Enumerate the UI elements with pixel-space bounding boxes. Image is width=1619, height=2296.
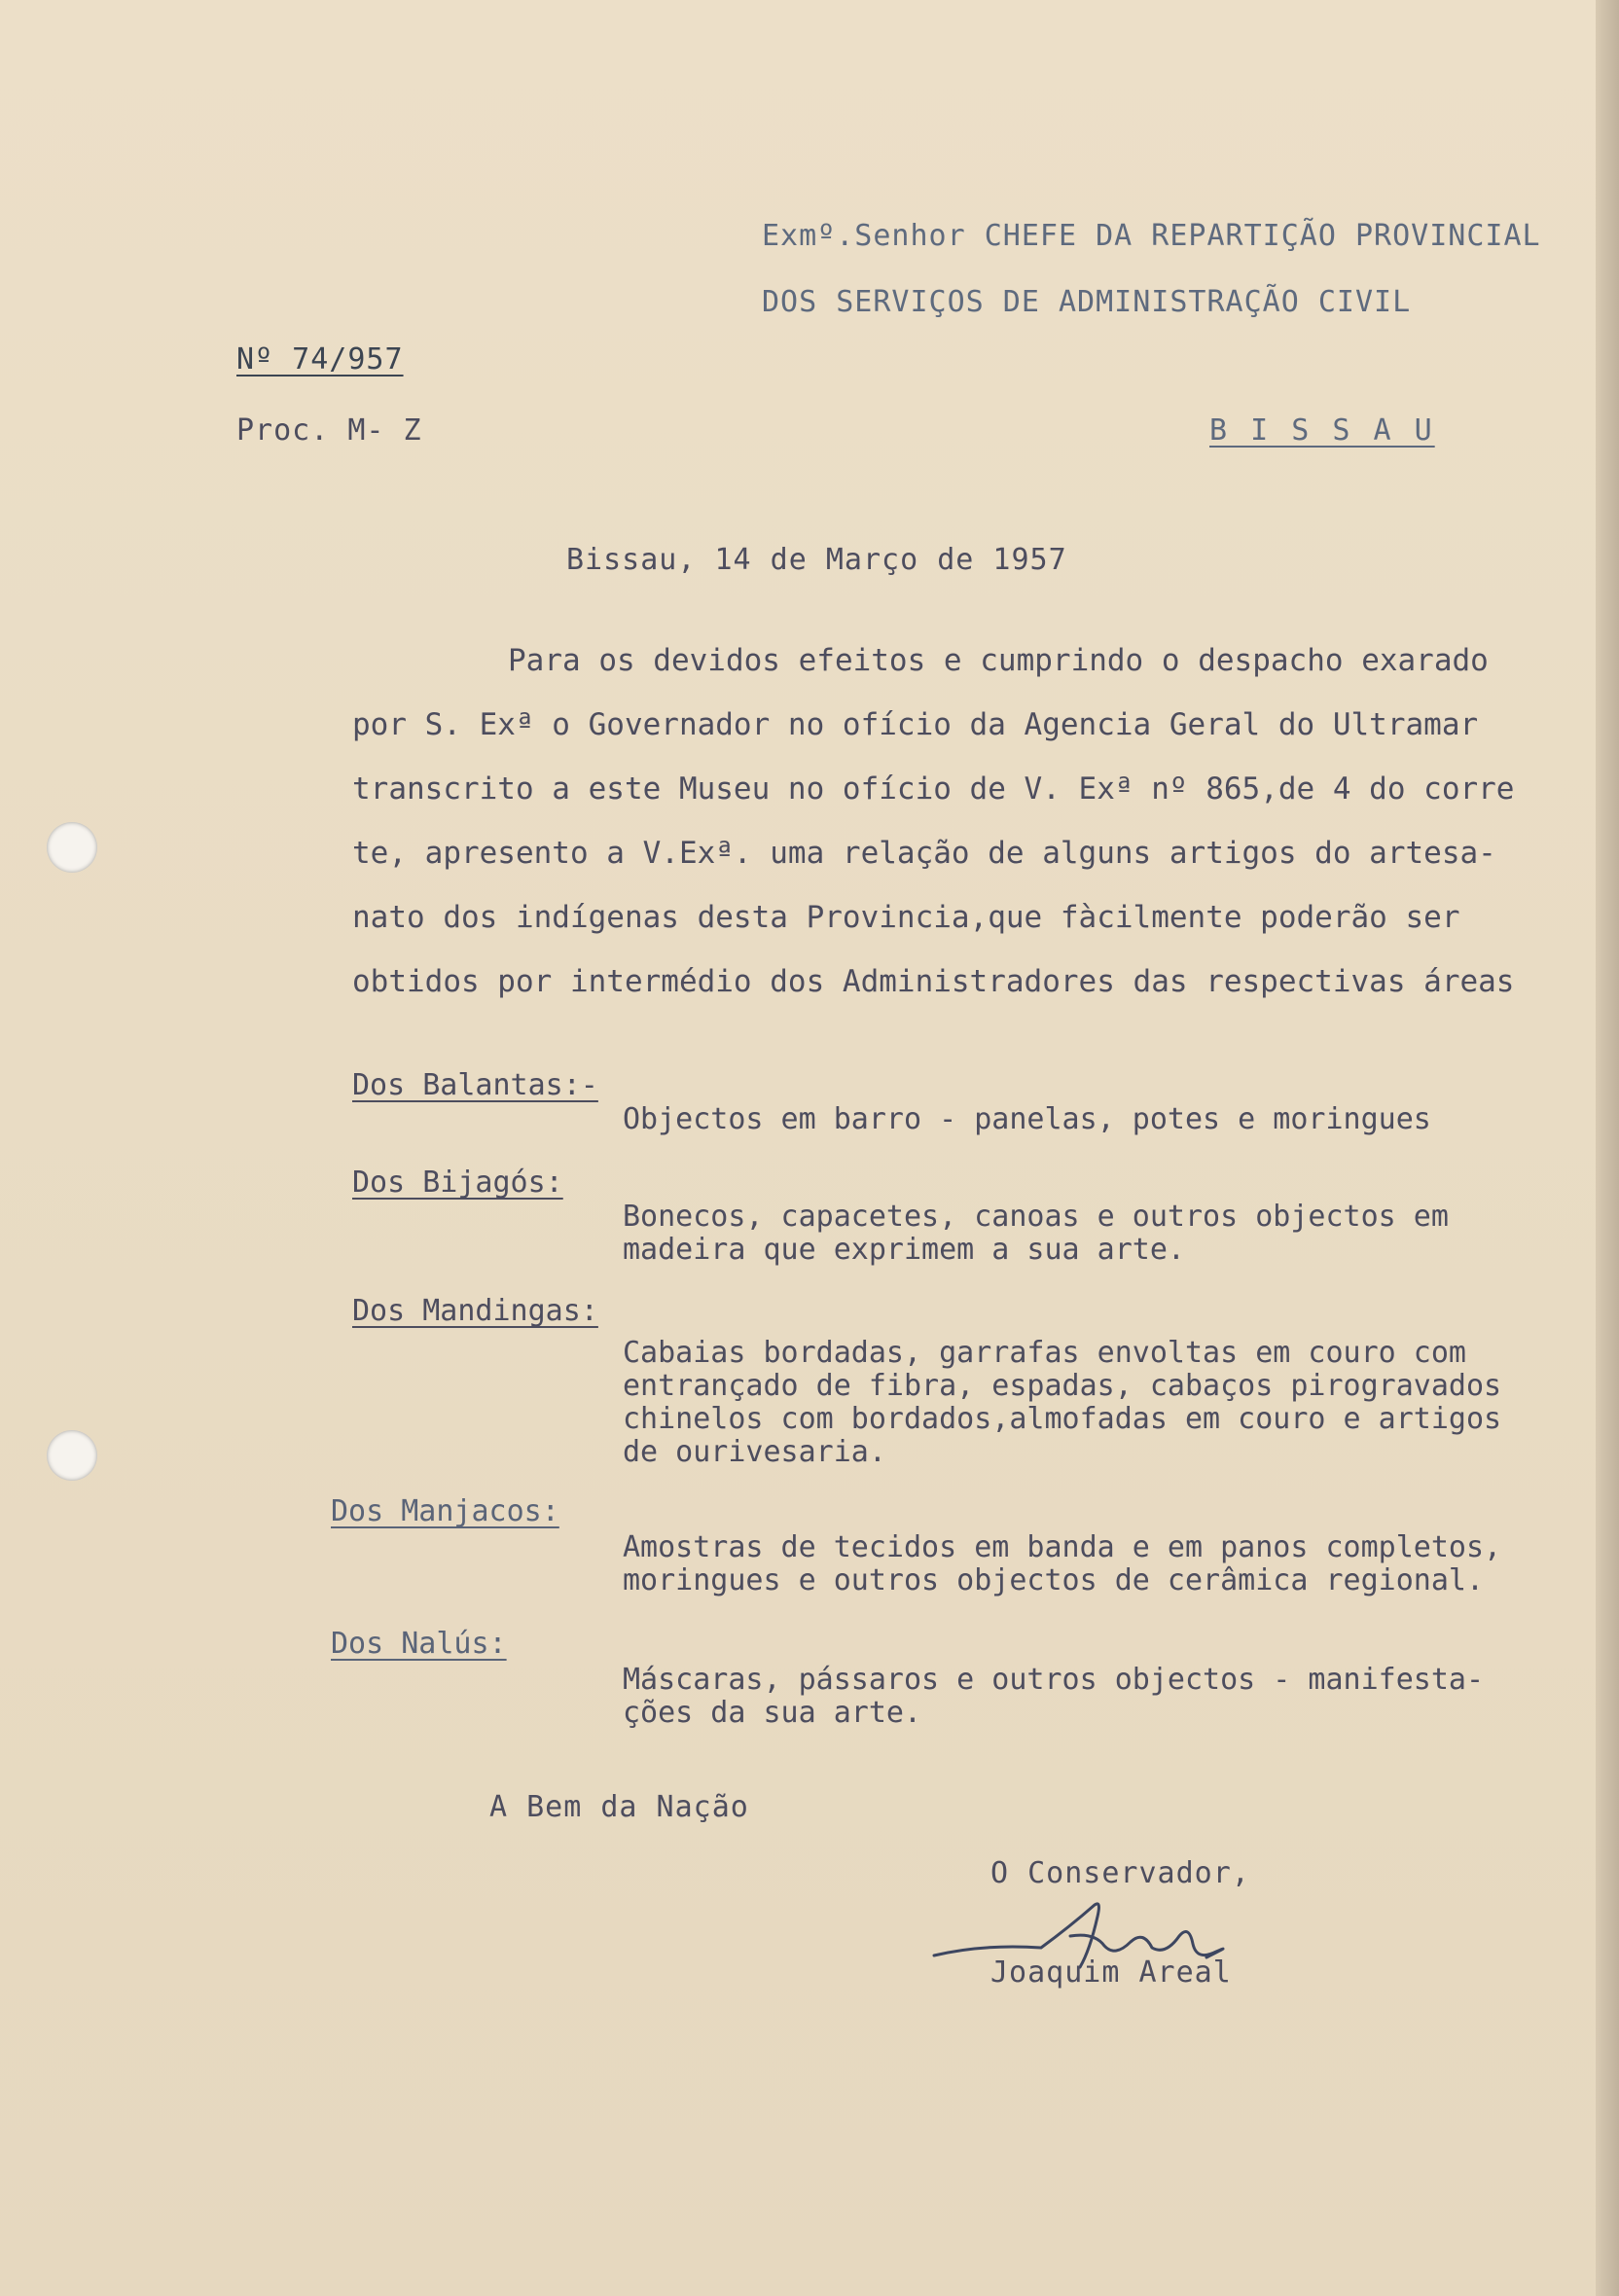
items-manjacos xyxy=(623,1531,1562,1597)
addressee-line-1: Exmº.Senhor CHEFE DA REPARTIÇÃO PROVINCIAL xyxy=(762,219,1541,253)
body-line: te, apresento a V.Exª. uma relação de alguns artigos do artesa- xyxy=(352,836,1496,871)
item-line: Cabaias bordadas, garrafas envoltas em couro com xyxy=(623,1337,1466,1370)
group-manjacos: Dos Manjacos: xyxy=(331,1494,559,1528)
closing-formula: A Bem da Nação xyxy=(489,1790,749,1824)
process-code: Proc. M- Z xyxy=(236,413,422,448)
page-edge xyxy=(1596,0,1619,2296)
item-line: Objectos em barro - panelas, potes e moringues xyxy=(623,1103,1431,1136)
body-line: por S. Exª o Governador no ofício da Agencia Geral do Ultramar xyxy=(352,707,1479,742)
items-mandingas xyxy=(623,1337,1562,1469)
reference-number: Nº 74/957 xyxy=(236,342,404,377)
signatory-title: O Conservador, xyxy=(990,1856,1250,1890)
item-line: madeira que exprimem a sua arte. xyxy=(623,1234,1185,1267)
item-line: Bonecos, capacetes, canoas e outros objectos em xyxy=(623,1201,1449,1234)
items-bijagos xyxy=(623,1201,1562,1267)
items-nalus xyxy=(623,1664,1562,1730)
body-line: nato dos indígenas desta Provincia,que fàcilmente poderão ser xyxy=(352,900,1460,935)
item-line: de ourivesaria. xyxy=(623,1436,886,1469)
items-balantas xyxy=(623,1103,1562,1136)
group-balantas: Dos Balantas:- xyxy=(352,1068,598,1102)
item-line: Máscaras, pássaros e outros objectos - manifesta- xyxy=(623,1664,1485,1697)
group-bijagos: Dos Bijagós: xyxy=(352,1166,563,1200)
group-mandingas: Dos Mandingas: xyxy=(352,1294,598,1328)
date-line: Bissau, 14 de Março de 1957 xyxy=(566,543,1067,577)
item-line: moringues e outros objectos de cerâmica regional. xyxy=(623,1564,1485,1597)
body-line: Para os devidos efeitos e cumprindo o despacho exarado xyxy=(508,643,1489,678)
item-line: ções da sua arte. xyxy=(623,1697,922,1730)
item-line: entrançado de fibra, espadas, cabaços pirogravados xyxy=(623,1370,1502,1403)
item-line: chinelos com bordados,almofadas em couro e artigos xyxy=(623,1403,1502,1436)
signatory-name: Joaquim Areal xyxy=(990,1955,1232,1990)
city-heading: B I S S A U xyxy=(1209,413,1435,448)
punch-hole-top xyxy=(47,822,97,873)
group-nalus: Dos Nalús: xyxy=(331,1627,507,1661)
body-line: transcrito a este Museu no ofício de V. Exª nº 865,de 4 do corre xyxy=(352,771,1515,807)
body-line: obtidos por intermédio dos Administradores das respectivas áreas xyxy=(352,964,1515,999)
item-line: Amostras de tecidos em banda e em panos completos, xyxy=(623,1531,1502,1564)
addressee-line-2: DOS SERVIÇOS DE ADMINISTRAÇÃO CIVIL xyxy=(762,285,1412,319)
body-paragraph xyxy=(352,628,1549,1014)
punch-hole-bottom xyxy=(47,1430,97,1481)
